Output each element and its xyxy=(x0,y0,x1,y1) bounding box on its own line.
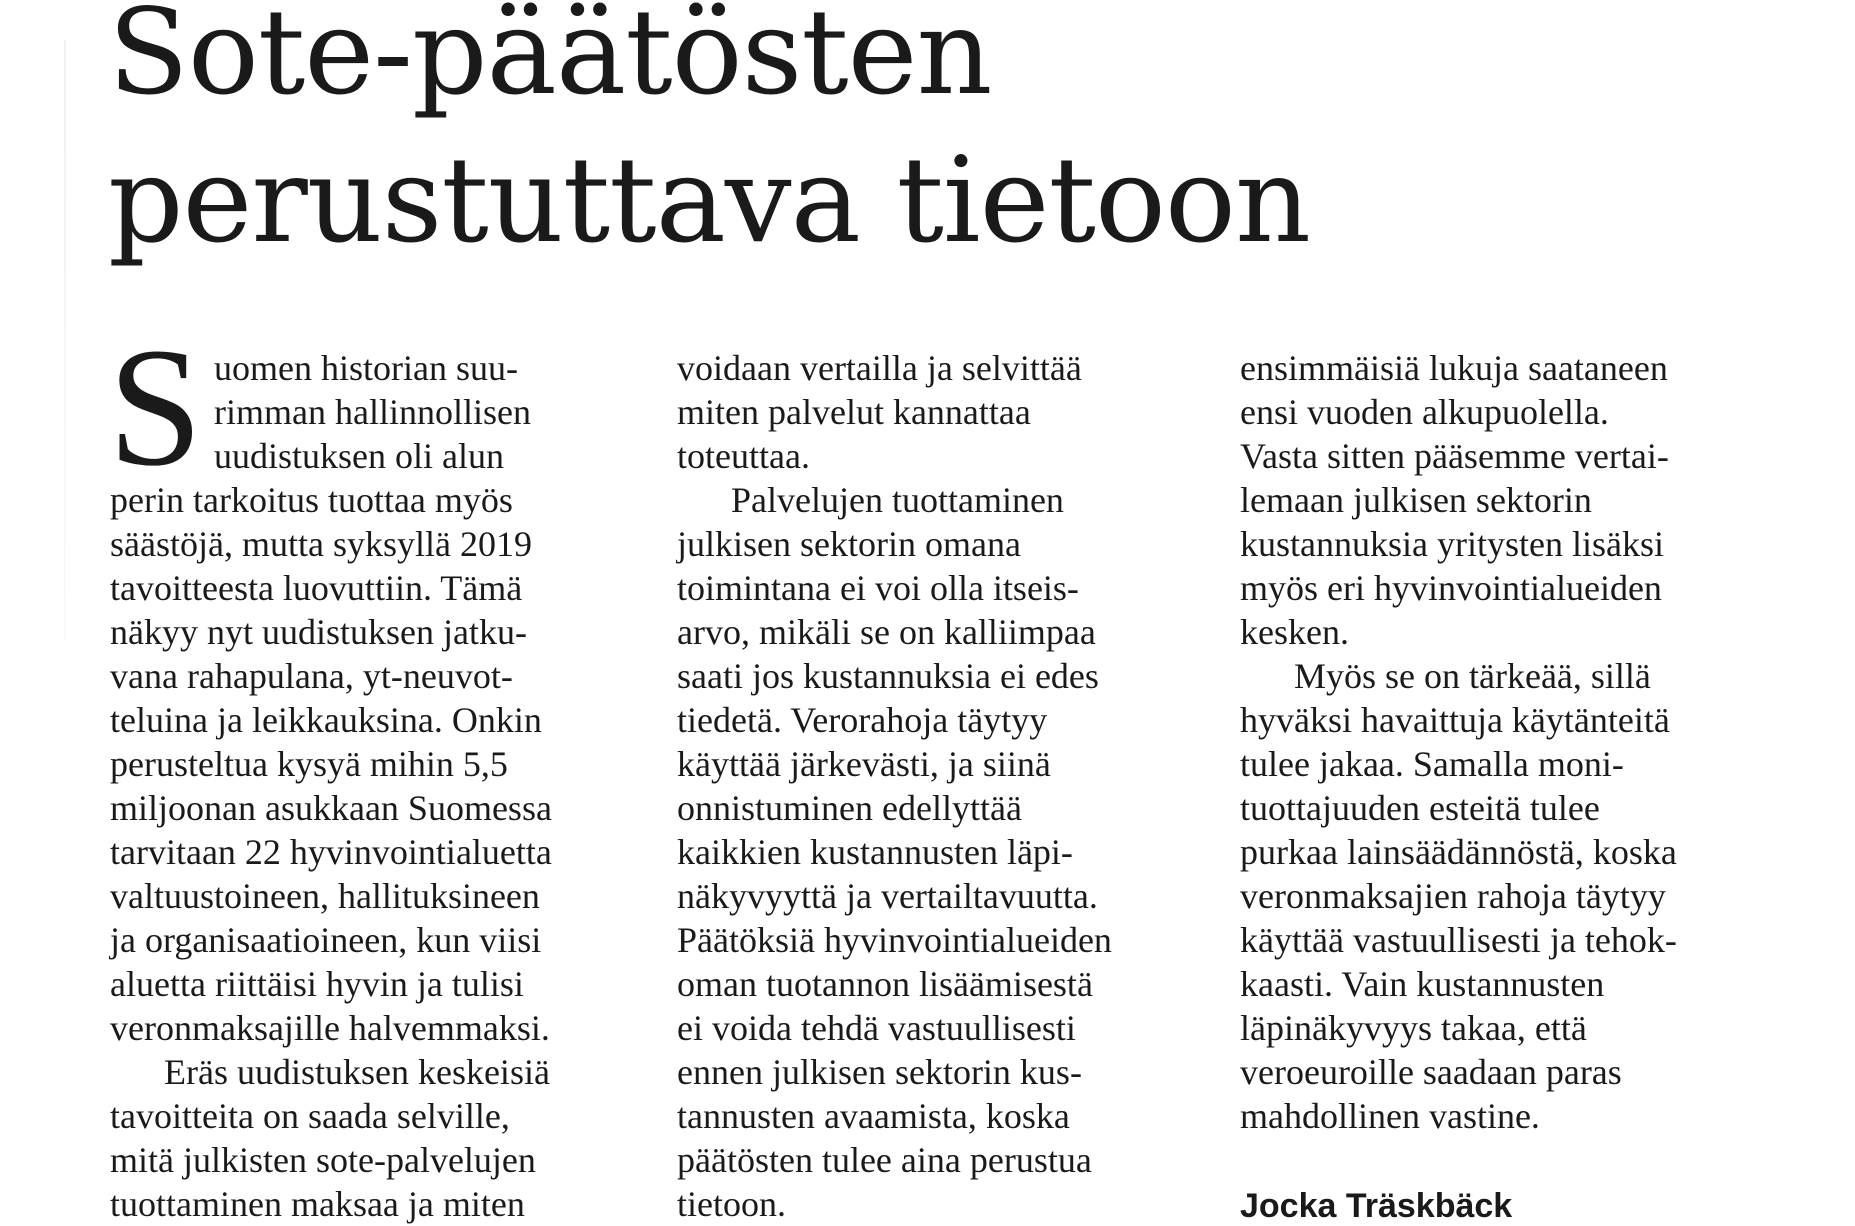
headline xyxy=(108,0,1668,274)
text-line: läpinäkyvyys takaa, että xyxy=(1240,1008,1587,1048)
text-line: Vasta sitten pääsemme vertai- xyxy=(1240,436,1669,476)
text-line: lemaan julkisen sektorin xyxy=(1240,480,1592,520)
dropcap-paragraph xyxy=(108,313,650,1050)
text-line: voidaan vertailla ja selvittää xyxy=(677,348,1082,388)
text-line: toimintana ei voi olla itseis- xyxy=(677,568,1079,608)
paragraph-5 xyxy=(1240,654,1800,1138)
text-line: päätösten tulee aina perustua xyxy=(677,1140,1092,1180)
text-line: hyväksi havaittuja käytänteitä xyxy=(1240,700,1670,740)
text-line: veronmaksajille halvemmaksi. xyxy=(110,1008,550,1048)
text-line: veroeuroille saadaan paras xyxy=(1240,1052,1622,1092)
text-line: toteuttaa. xyxy=(677,436,810,476)
text-line: myös eri hyvinvointialueiden xyxy=(1240,568,1662,608)
text-line: ja organisaatioineen, kun viisi xyxy=(110,920,542,960)
text-line: tulee jakaa. Samalla moni- xyxy=(1240,744,1624,784)
text-line: kaasti. Vain kustannusten xyxy=(1240,964,1605,1004)
text-line: saati jos kustannuksia ei edes xyxy=(677,656,1099,696)
text-line: Päätöksiä hyvinvointialueiden xyxy=(677,920,1112,960)
text-line: kaikkien kustannusten läpi- xyxy=(677,832,1073,872)
text-line: ensi vuoden alkupuolella. xyxy=(1240,392,1609,432)
text-line: tarvitaan 22 hyvinvointialuetta xyxy=(110,832,552,872)
text-line: uomen historian suu- xyxy=(214,348,518,388)
text-line: Eräs uudistuksen keskeisiä xyxy=(164,1052,550,1092)
text-line: purkaa lainsäädännöstä, koska xyxy=(1240,832,1677,872)
text-line: perin tarkoitus tuottaa myös xyxy=(110,480,513,520)
text-line: aluetta riittäisi hyvin ja tulisi xyxy=(110,964,524,1004)
text-line: miten palvelut kannattaa xyxy=(677,392,1031,432)
paragraph-4-cont xyxy=(1240,346,1800,654)
text-line: käyttää järkevästi, ja siinä xyxy=(677,744,1051,784)
text-line: vana rahapulana, yt-neuvot- xyxy=(110,656,513,696)
text-line: mitä julkisten sote-palvelujen xyxy=(110,1140,536,1180)
text-line: ennen julkisen sektorin kus- xyxy=(677,1052,1082,1092)
text-line: oman tuotannon lisäämisestä xyxy=(677,964,1093,1004)
text-line: uudistuksen oli alun xyxy=(214,436,504,476)
text-line: miljoonan asukkaan Suomessa xyxy=(110,788,552,828)
text-line: perusteltua kysyä mihin 5,5 xyxy=(110,744,508,784)
text-line: Palvelujen tuottaminen xyxy=(731,480,1064,520)
article-column-3 xyxy=(1240,346,1800,1138)
text-line: valtuustoineen, hallituksineen xyxy=(110,876,540,916)
paragraph-2-cont xyxy=(677,346,1237,478)
text-line: tuottaminen maksaa ja miten xyxy=(110,1184,525,1224)
dropcap-letter: S xyxy=(108,313,203,501)
text-line: näkyy nyt uudistuksen jatku- xyxy=(110,612,527,652)
text-line: ei voida tehdä vastuullisesti xyxy=(677,1008,1076,1048)
text-line: ensimmäisiä lukuja saataneen xyxy=(1240,348,1668,388)
text-line: mahdollinen vastine. xyxy=(1240,1096,1540,1136)
headline-line-2: perustuttava tietoon xyxy=(108,131,1310,269)
text-line: teluina ja leikkauksina. Onkin xyxy=(110,700,542,740)
text-line: tiedetä. Verorahoja täytyy xyxy=(677,700,1048,740)
text-line: säästöjä, mutta syksyllä 2019 xyxy=(110,524,532,564)
text-line: käyttää vastuullisesti ja tehok- xyxy=(1240,920,1677,960)
article-column-1 xyxy=(108,313,650,1226)
text-line: näkyvyyttä ja vertailtavuutta. xyxy=(677,876,1098,916)
article-column-2 xyxy=(677,346,1237,1226)
text-line: onnistuminen edellyttää xyxy=(677,788,1022,828)
page-edge-shadow xyxy=(64,40,66,640)
text-line: tavoitteesta luovuttiin. Tämä xyxy=(110,568,523,608)
paragraph-3 xyxy=(677,478,1237,1226)
text-line: kesken. xyxy=(1240,612,1349,652)
text-line: tavoitteita on saada selville, xyxy=(110,1096,510,1136)
author-signature: Jocka Träskbäck xyxy=(1240,1187,1513,1225)
text-line: tannusten avaamista, koska xyxy=(677,1096,1070,1136)
text-line: tietoon. xyxy=(677,1184,786,1224)
text-line: tuottajuuden esteitä tulee xyxy=(1240,788,1600,828)
headline-line-1: Sote-päätösten xyxy=(108,0,992,121)
text-line: Myös se on tärkeää, sillä xyxy=(1294,656,1651,696)
text-line: kustannuksia yritysten lisäksi xyxy=(1240,524,1664,564)
text-line: arvo, mikäli se on kalliimpaa xyxy=(677,612,1096,652)
text-line: rimman hallinnollisen xyxy=(214,392,531,432)
text-line: veronmaksajien rahoja täytyy xyxy=(1240,876,1666,916)
text-line: julkisen sektorin omana xyxy=(677,524,1021,564)
